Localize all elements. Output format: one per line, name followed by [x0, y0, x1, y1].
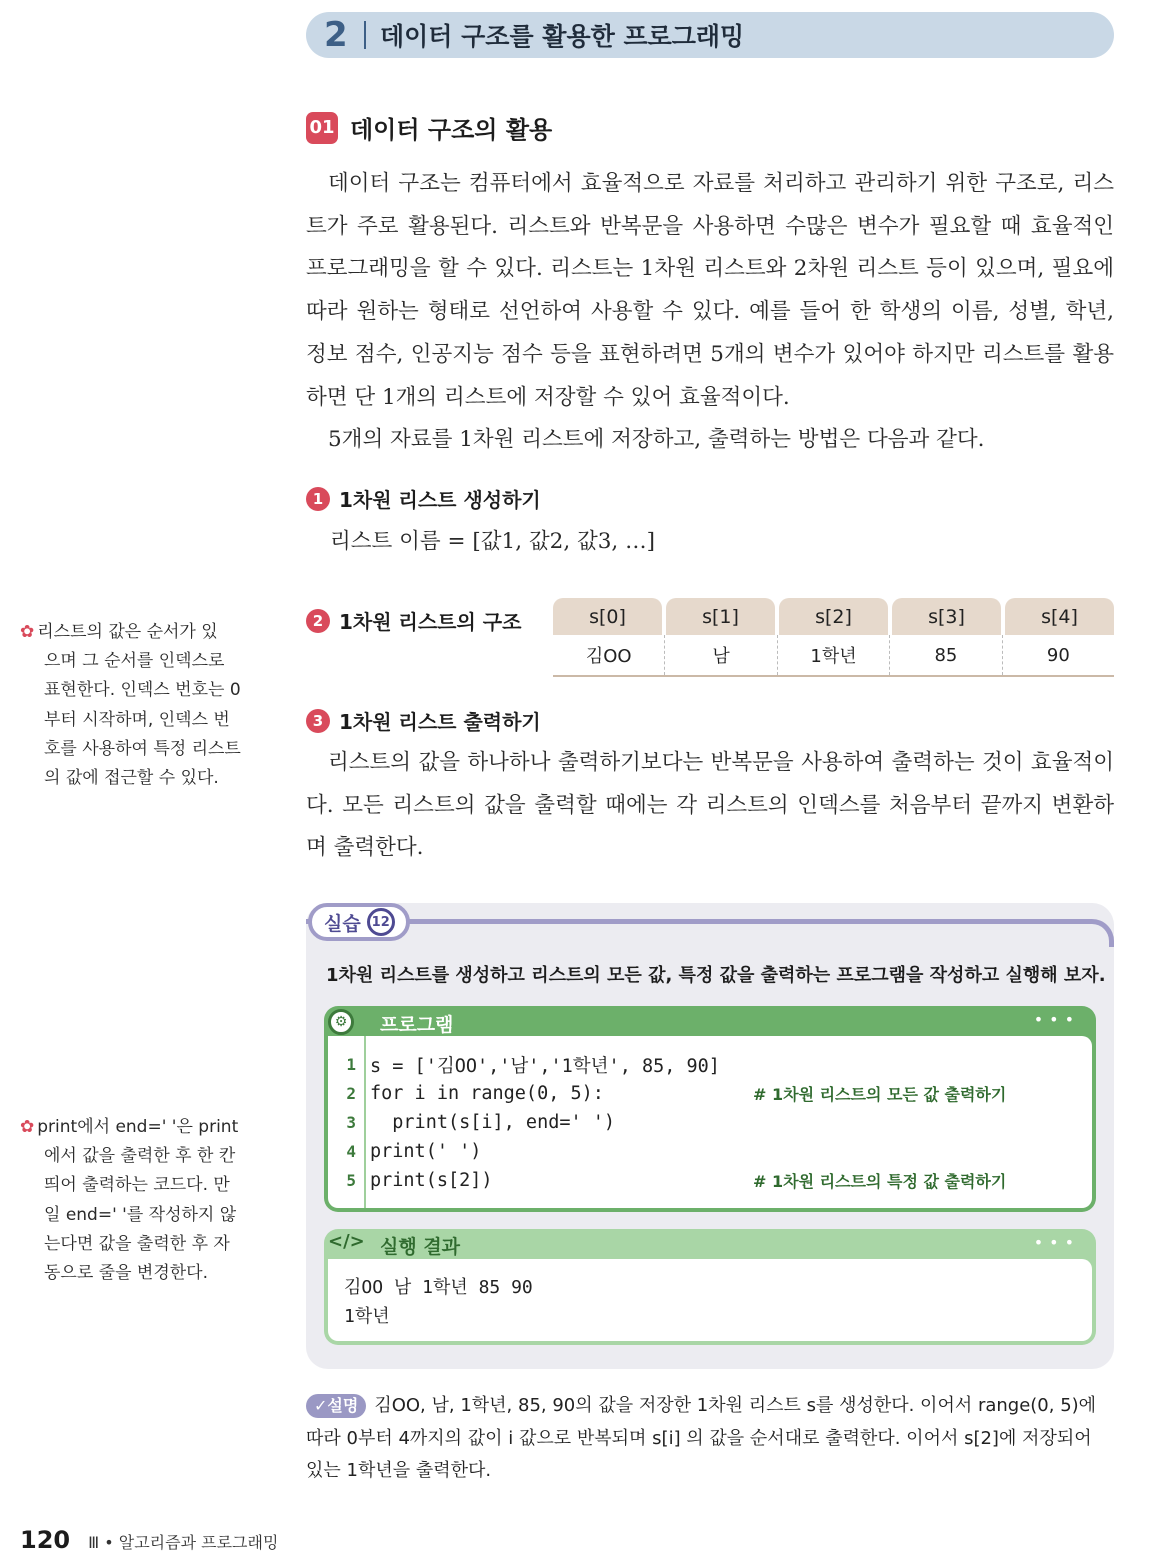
index-cell: s[4]: [1005, 598, 1114, 635]
gear-icon: ✿: [20, 622, 35, 642]
code-text: print(s[i], end=' '): [370, 1112, 616, 1133]
program-title: 프로그램: [380, 1014, 454, 1036]
index-cell: s[0]: [553, 598, 662, 635]
line-number: 5: [346, 1171, 356, 1190]
value-cell: 남: [665, 635, 777, 675]
footer-chapter: Ⅲ • 알고리즘과 프로그래밍: [88, 1533, 279, 1552]
code-comment: # 1차원 리스트의 모든 값 출력하기: [753, 1085, 1007, 1104]
line-number: 1: [346, 1055, 356, 1074]
code-text: for i in range(0, 5):: [370, 1083, 604, 1104]
explanation-text: 김OO, 남, 1학년, 85, 90의 값을 저장한 1차원 리스트 s를 생성한다. 이어서 range(0, 5)에 따라 0부터 4까지의 값이 i 값으로 반복되며 s[i] 의 값을 순서대로 출력한다. 이어서 s[2]에 저장되어 있는 1학년을 출력한다.: [306, 1395, 1097, 1481]
intro-paragraph: 데이터 구조는 컴퓨터에서 효율적으로 자료를 처리하고 관리하기 위한 구조로, 리스트가 주로 활용된다. 리스트와 반복문을 사용하면 수많은 변수가 필요할 때 효율적인 프로그래밍을 할 수 있다. 리스트는 1차원 리스트와 2차원 리스트 등이 있으며, 필요에 따라 원하는 형태로 선언하여 사용할 수 있다. 예를 들어 한 학생의 이름, 성별, 학년, 정보 점수, 인공지능 점수 등을 표현하려면 5개의 변수가 있어야 하지만 리스트를 활용하면 단 1개의 리스트에 저장할 수 있어 효율적이다.: [306, 171, 1114, 410]
explanation-tag: [306, 1394, 366, 1418]
value-row: [553, 635, 1114, 677]
chapter-number: 2: [324, 15, 348, 55]
result-panel: [324, 1229, 1096, 1345]
value-cell: 90: [1046, 644, 1070, 666]
index-cell: s[1]: [666, 598, 775, 635]
code-text: print(s[2]): [370, 1170, 493, 1191]
step3-number-icon: 3: [306, 709, 330, 733]
side-note-print-end: [20, 1113, 246, 1288]
side-note-first-line: 리스트의 값은 순서가 있: [37, 622, 218, 642]
step3-heading: [306, 706, 541, 735]
result-line: 김OO 남 1학년 85 90: [344, 1277, 533, 1298]
code-text: print(' '): [370, 1141, 482, 1162]
chapter-title: 데이터 구조를 활용한 프로그래밍: [380, 22, 745, 51]
practice-task: 1차원 리스트를 생성하고 리스트의 모든 값, 특정 값을 출력하는 프로그램을 작성하고 실행해 보자.: [326, 965, 1106, 986]
result-output: [328, 1259, 1092, 1341]
practice-box: [306, 903, 1114, 1369]
index-cell: s[3]: [892, 598, 1001, 635]
practice-number-badge: 12: [367, 908, 395, 936]
side-note-text: 으며 그 순서를 인덱스로 표현한다. 인덱스 번호는 0부터 시작하며, 인덱스 번호를 사용하여 특정 리스트의 값에 접근할 수 있다.: [44, 651, 241, 789]
code-text: s = ['김OO','남','1학년', 85, 90]: [370, 1055, 720, 1077]
list-structure-table: [553, 598, 1114, 677]
step1-title: 1차원 리스트 생성하기: [339, 488, 541, 512]
side-note-index: [20, 618, 246, 793]
code-area: [328, 1036, 1092, 1208]
list-syntax: 리스트 이름 = [값1, 값2, 값3, …]: [330, 529, 655, 554]
chapter-divider: [364, 21, 366, 49]
section-title: 데이터 구조의 활용: [350, 116, 553, 144]
line-number: 3: [346, 1113, 356, 1132]
step2-heading: [306, 606, 521, 635]
step3-title: 1차원 리스트 출력하기: [339, 710, 541, 734]
line-number: 4: [346, 1142, 356, 1161]
step1-number-icon: 1: [306, 487, 330, 511]
code-line: [328, 1166, 1092, 1195]
index-cell: s[2]: [779, 598, 888, 635]
code-line: [328, 1050, 1092, 1079]
explanation: [306, 1390, 1114, 1488]
practice-tag: [308, 903, 410, 941]
code-comment: # 1차원 리스트의 특정 값 출력하기: [753, 1172, 1007, 1191]
page-number: 120: [20, 1526, 71, 1554]
side-note-first-line: print에서 end=' '은 print: [37, 1117, 239, 1137]
section-number-badge: 01: [306, 112, 338, 144]
section-heading: [306, 110, 552, 145]
intro-paragraph-2: 5개의 자료를 1차원 리스트에 저장하고, 출력하는 방법은 다음과 같다.: [328, 427, 985, 452]
line-number: 2: [346, 1084, 356, 1103]
step2-title: 1차원 리스트의 구조: [339, 610, 522, 634]
value-cell: 85: [890, 635, 1002, 675]
page-footer: [20, 1526, 278, 1554]
step3-paragraph: 리스트의 값을 하나하나 출력하기보다는 반복문을 사용하여 출력하는 것이 효율적이다. 모든 리스트의 값을 출력할 때에는 각 리스트의 인덱스를 처음부터 끝까지 변환하며 출력한다.: [306, 750, 1114, 861]
result-line: 1학년: [344, 1306, 390, 1327]
program-gear-icon: ⚙: [328, 1009, 354, 1035]
program-panel: [324, 1006, 1096, 1212]
result-title: 실행 결과: [380, 1236, 461, 1258]
index-header-row: [553, 598, 1114, 635]
code-line: [328, 1108, 1092, 1137]
practice-label: 실습: [324, 912, 361, 935]
value-cell: 김OO: [553, 635, 665, 675]
gear-icon: ✿: [20, 1117, 35, 1137]
side-note-text: 에서 값을 출력한 후 한 칸 띄어 출력하는 코드다. 만일 end=' '를 작성하지 않는다면 값을 출력한 후 자동으로 줄을 변경한다.: [44, 1146, 237, 1284]
practice-frame-line: [306, 919, 1114, 947]
code-line: [328, 1137, 1092, 1166]
value-cell: 1학년: [778, 635, 890, 675]
result-magnifier-icon: </>: [328, 1231, 365, 1252]
explanation-tag-label: 설명: [327, 1396, 359, 1415]
code-line: [328, 1079, 1092, 1108]
more-dots-icon: •••: [1033, 1010, 1080, 1029]
check-icon: ✓: [314, 1396, 328, 1415]
more-dots-icon: •••: [1033, 1233, 1080, 1252]
chapter-header: [306, 12, 1114, 58]
step1-heading: [306, 484, 541, 513]
step2-number-icon: 2: [306, 609, 330, 633]
